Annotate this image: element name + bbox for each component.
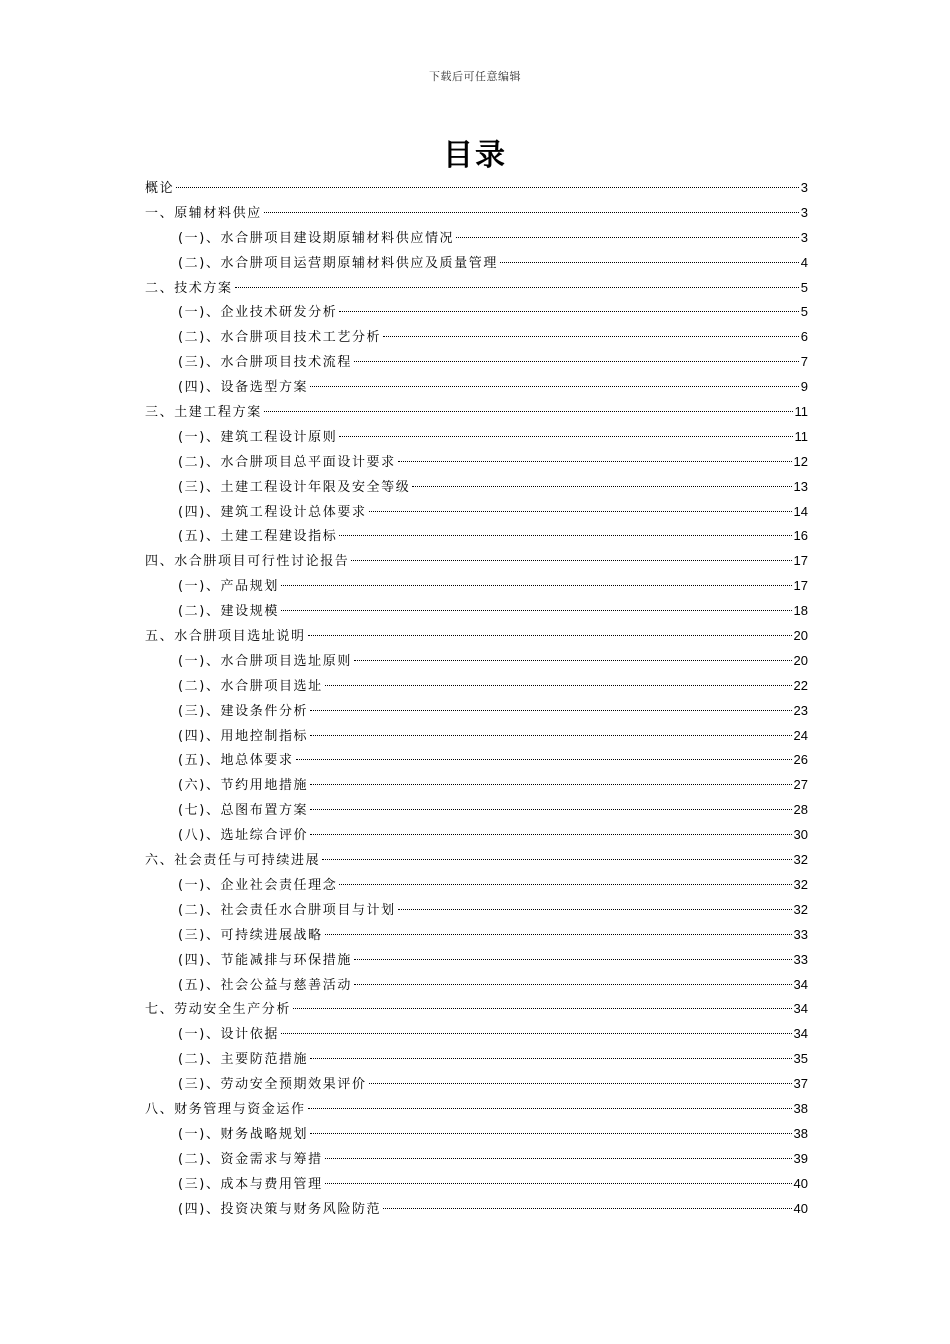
toc-dot-leader — [456, 237, 799, 238]
toc-subsection-entry[interactable] — [145, 748, 808, 773]
toc-page-number: 35 — [793, 1051, 808, 1067]
toc-page-number: 34 — [793, 1001, 808, 1017]
toc-dot-leader — [310, 1058, 791, 1059]
toc-dot-leader — [383, 1208, 791, 1209]
toc-section-entry[interactable] — [145, 997, 808, 1022]
toc-page-number: 38 — [793, 1100, 808, 1116]
toc-subsection-entry[interactable] — [145, 1147, 808, 1172]
toc-section-entry[interactable] — [145, 400, 808, 425]
toc-entry-label: (二)、水合肼项目运营期原辅材料供应及质量管理 — [178, 255, 498, 271]
toc-subsection-entry[interactable] — [145, 798, 808, 823]
toc-subsection-entry[interactable] — [145, 500, 808, 525]
toc-page-number: 30 — [793, 827, 808, 843]
toc-dot-leader — [176, 187, 799, 188]
toc-dot-leader — [398, 461, 792, 462]
toc-page-number: 33 — [793, 951, 808, 967]
toc-section-entry[interactable] — [145, 1097, 808, 1122]
toc-page-number: 33 — [793, 926, 808, 942]
toc-dot-leader — [310, 710, 791, 711]
toc-dot-leader — [339, 884, 791, 885]
toc-entry-label: 概论 — [145, 181, 175, 196]
toc-entry-label: 六、社会责任与可持续进展 — [145, 853, 321, 869]
toc-dot-leader — [264, 411, 793, 412]
toc-subsection-entry[interactable] — [145, 724, 808, 749]
toc-subsection-entry[interactable] — [145, 475, 808, 500]
toc-page-number: 11 — [794, 428, 808, 444]
toc-subsection-entry[interactable] — [145, 300, 808, 325]
toc-dot-leader — [351, 560, 791, 561]
toc-subsection-entry[interactable] — [145, 773, 808, 798]
toc-subsection-entry[interactable] — [145, 425, 808, 450]
toc-section-entry[interactable] — [145, 276, 808, 301]
toc-page-number: 39 — [793, 1150, 808, 1166]
toc-entry-label: (三)、水合肼项目技术流程 — [178, 355, 352, 371]
toc-dot-leader — [310, 784, 791, 785]
toc-entry-label: (二)、建设规模 — [178, 604, 279, 620]
toc-subsection-entry[interactable] — [145, 524, 808, 549]
toc-entry-label: (八)、选址综合评价 — [178, 828, 309, 844]
toc-entry-label: (七)、总图布置方案 — [178, 803, 309, 819]
toc-subsection-entry[interactable] — [145, 973, 808, 998]
toc-section-entry[interactable] — [145, 201, 808, 226]
toc-dot-leader — [310, 386, 799, 387]
toc-entry-label: (三)、建设条件分析 — [178, 703, 309, 719]
toc-dot-leader — [308, 1108, 792, 1109]
toc-subsection-entry[interactable] — [145, 1072, 808, 1097]
toc-dot-leader — [354, 984, 792, 985]
toc-subsection-entry[interactable] — [145, 923, 808, 948]
toc-subsection-entry[interactable] — [145, 1197, 808, 1222]
toc-dot-leader — [310, 735, 791, 736]
toc-page-number: 34 — [793, 1026, 808, 1042]
toc-page-number: 20 — [793, 652, 808, 668]
toc-page-number: 14 — [793, 503, 808, 519]
toc-subsection-entry[interactable] — [145, 450, 808, 475]
toc-page-number: 13 — [793, 478, 808, 494]
toc-dot-leader — [354, 660, 792, 661]
toc-entry-label: 二、技术方案 — [145, 280, 233, 296]
toc-dot-leader — [383, 336, 799, 337]
toc-entry-label: (一)、企业技术研发分析 — [178, 305, 338, 321]
toc-subsection-entry[interactable] — [145, 1047, 808, 1072]
toc-entry-label: (三)、土建工程设计年限及安全等级 — [178, 479, 411, 495]
toc-entry-label: (五)、土建工程建设指标 — [178, 529, 338, 545]
toc-page-number: 27 — [793, 777, 808, 793]
toc-page-number: 26 — [793, 752, 808, 768]
toc-entry-label: (二)、社会责任水合肼项目与计划 — [178, 902, 396, 918]
toc-dot-leader — [412, 486, 791, 487]
toc-entry-label: 一、原辅材料供应 — [145, 205, 262, 221]
toc-page-number: 23 — [793, 702, 808, 718]
toc-subsection-entry[interactable] — [145, 1022, 808, 1047]
toc-subsection-entry[interactable] — [145, 1172, 808, 1197]
toc-subsection-entry[interactable] — [145, 375, 808, 400]
toc-page-number: 6 — [800, 329, 808, 345]
toc-subsection-entry[interactable] — [145, 823, 808, 848]
toc-entry-label: (一)、企业社会责任理念 — [178, 877, 338, 893]
toc-subsection-entry[interactable] — [145, 574, 808, 599]
toc-entry-label: 四、水合肼项目可行性讨论报告 — [145, 554, 350, 570]
toc-entry-label: (三)、劳动安全预期效果评价 — [178, 1077, 367, 1093]
toc-dot-leader — [310, 809, 791, 810]
toc-page-number: 32 — [793, 901, 808, 917]
toc-dot-leader — [325, 1183, 792, 1184]
toc-dot-leader — [308, 635, 792, 636]
toc-dot-leader — [281, 1033, 792, 1034]
toc-entry-label: (四)、投资决策与财务风险防范 — [178, 1201, 382, 1217]
toc-dot-leader — [354, 959, 792, 960]
toc-page-number: 9 — [800, 379, 808, 395]
toc-entry-label: (五)、地总体要求 — [178, 753, 294, 769]
toc-dot-leader — [293, 1008, 792, 1009]
toc-section-entry[interactable] — [145, 176, 808, 201]
toc-section-entry[interactable] — [145, 549, 808, 574]
toc-entry-label: (二)、水合肼项目技术工艺分析 — [178, 330, 382, 346]
toc-dot-leader — [281, 610, 792, 611]
toc-page-number: 3 — [800, 229, 808, 245]
toc-page-number: 40 — [793, 1175, 808, 1191]
toc-dot-leader — [339, 535, 791, 536]
toc-dot-leader — [281, 585, 792, 586]
toc-subsection-entry[interactable] — [145, 226, 808, 251]
toc-entry-label: 七、劳动安全生产分析 — [145, 1002, 292, 1018]
toc-section-entry[interactable] — [145, 848, 808, 873]
toc-dot-leader — [325, 1158, 792, 1159]
toc-subsection-entry[interactable] — [145, 873, 808, 898]
toc-entry-label: (四)、节能减排与环保措施 — [178, 952, 352, 968]
toc-dot-leader — [310, 834, 791, 835]
toc-subsection-entry[interactable] — [145, 350, 808, 375]
toc-dot-leader — [369, 1083, 792, 1084]
table-of-contents — [145, 176, 808, 1221]
toc-entry-label: (一)、水合肼项目建设期原辅材料供应情况 — [178, 230, 455, 246]
toc-dot-leader — [354, 361, 799, 362]
toc-dot-leader — [398, 909, 792, 910]
toc-entry-label: (一)、产品规划 — [178, 579, 279, 595]
toc-subsection-entry[interactable] — [145, 674, 808, 699]
header-note: 下载后可任意编辑 — [429, 70, 521, 83]
toc-page-number: 3 — [800, 204, 808, 220]
toc-subsection-entry[interactable] — [145, 948, 808, 973]
toc-section-entry[interactable] — [145, 624, 808, 649]
toc-dot-leader — [310, 1133, 791, 1134]
toc-subsection-entry[interactable] — [145, 699, 808, 724]
toc-entry-label: (一)、财务战略规划 — [178, 1126, 309, 1142]
toc-entry-label: (三)、成本与费用管理 — [178, 1176, 323, 1192]
toc-page-number: 17 — [793, 553, 808, 569]
toc-page-number: 11 — [794, 404, 808, 420]
toc-entry-label: 五、水合肼项目选址说明 — [145, 629, 306, 645]
toc-entry-label: (一)、建筑工程设计原则 — [178, 429, 338, 445]
toc-entry-label: (四)、设备选型方案 — [178, 380, 309, 396]
toc-entry-label: (三)、可持续进展战略 — [178, 927, 323, 943]
toc-entry-label: (一)、设计依据 — [178, 1027, 279, 1043]
toc-entry-label: (二)、主要防范措施 — [178, 1052, 309, 1068]
toc-page-number: 40 — [793, 1200, 808, 1216]
toc-page-number: 34 — [793, 976, 808, 992]
toc-page-number: 32 — [793, 852, 808, 868]
toc-page-number: 12 — [793, 453, 808, 469]
toc-dot-leader — [235, 287, 799, 288]
toc-subsection-entry[interactable] — [145, 251, 808, 276]
toc-page-number: 20 — [793, 628, 808, 644]
toc-entry-label: (二)、水合肼项目总平面设计要求 — [178, 454, 396, 470]
toc-dot-leader — [339, 436, 792, 437]
toc-subsection-entry[interactable] — [145, 1122, 808, 1147]
toc-page-number: 5 — [800, 304, 808, 320]
toc-dot-leader — [325, 934, 792, 935]
toc-entry-label: (六)、节约用地措施 — [178, 778, 309, 794]
toc-page-number: 28 — [793, 802, 808, 818]
toc-subsection-entry[interactable] — [145, 649, 808, 674]
toc-page-number: 38 — [793, 1125, 808, 1141]
toc-page-number: 7 — [800, 354, 808, 370]
toc-entry-label: (一)、水合肼项目选址原则 — [178, 653, 352, 669]
toc-page-number: 32 — [793, 876, 808, 892]
toc-subsection-entry[interactable] — [145, 599, 808, 624]
toc-dot-leader — [500, 262, 799, 263]
toc-dot-leader — [325, 685, 792, 686]
toc-page-number: 5 — [800, 279, 808, 295]
toc-subsection-entry[interactable] — [145, 325, 808, 350]
toc-page-number: 3 — [800, 180, 808, 195]
toc-dot-leader — [339, 311, 798, 312]
toc-page-number: 22 — [793, 677, 808, 693]
toc-page-number: 16 — [793, 528, 808, 544]
toc-page-number: 37 — [793, 1076, 808, 1092]
toc-page-number: 4 — [800, 254, 808, 270]
toc-dot-leader — [296, 759, 792, 760]
toc-page-number: 17 — [793, 578, 808, 594]
toc-dot-leader — [264, 212, 799, 213]
toc-subsection-entry[interactable] — [145, 898, 808, 923]
toc-entry-label: (四)、建筑工程设计总体要求 — [178, 504, 367, 520]
toc-page-number: 18 — [793, 603, 808, 619]
toc-dot-leader — [369, 511, 792, 512]
toc-entry-label: (五)、社会公益与慈善活动 — [178, 977, 352, 993]
toc-entry-label: 三、土建工程方案 — [145, 405, 262, 421]
toc-page-number: 24 — [793, 727, 808, 743]
toc-entry-label: 八、财务管理与资金运作 — [145, 1101, 306, 1117]
toc-entry-label: (四)、用地控制指标 — [178, 728, 309, 744]
toc-dot-leader — [322, 859, 791, 860]
toc-entry-label: (二)、资金需求与筹措 — [178, 1151, 323, 1167]
toc-entry-label: (二)、水合肼项目选址 — [178, 678, 323, 694]
toc-title: 目录 — [443, 138, 507, 173]
